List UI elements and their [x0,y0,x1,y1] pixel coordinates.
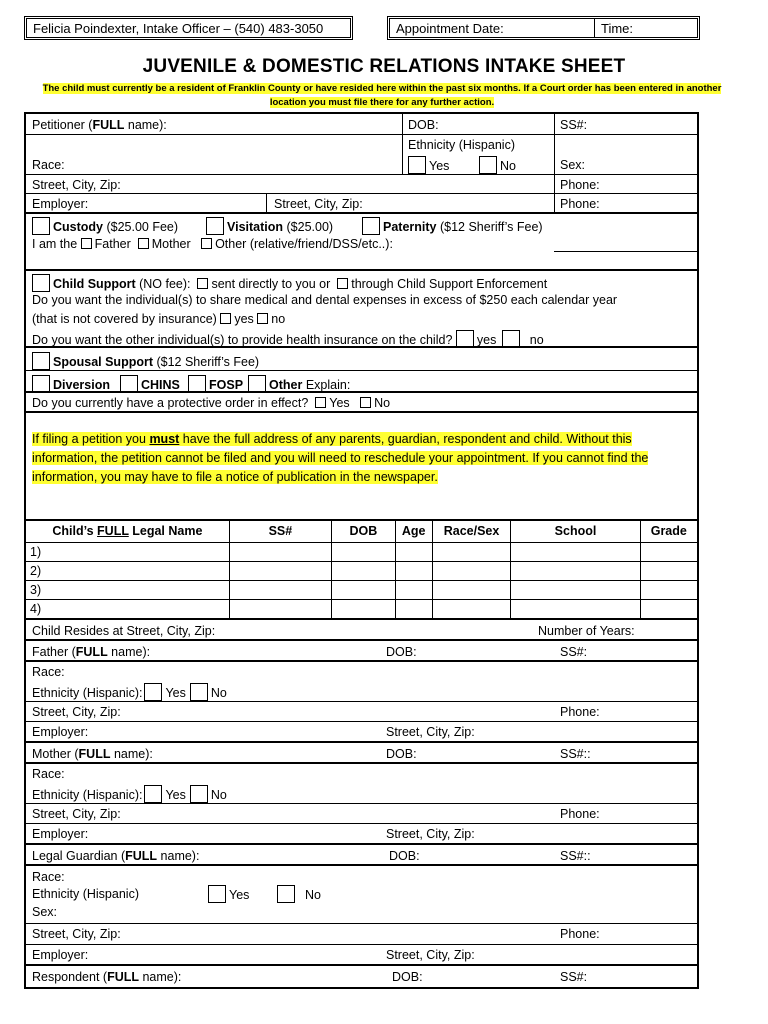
petitioner-name-label: Petitioner (FULL name): [32,118,167,132]
child-row-number: 1) [26,542,229,561]
father-race-label: Race: [32,664,65,679]
father-race-row [26,662,697,702]
child-grade-cell[interactable] [640,542,697,561]
petitioner-hispanic-no-checkbox[interactable] [479,156,497,174]
father-hispanic-yes-checkbox[interactable] [144,683,162,701]
mother-employer-row[interactable] [26,824,697,845]
yes-label: yes [234,312,254,326]
father-checkbox[interactable] [81,238,92,249]
guardian-ethnicity-label: Ethnicity (Hispanic) [32,886,139,901]
guardian-hispanic-no-checkbox[interactable] [277,885,295,903]
custody-section [26,214,697,271]
petitioner-employer-street-label: Street, City, Zip: [274,197,363,211]
child-ss-cell[interactable] [229,542,331,561]
children-table [26,521,697,619]
petitioner-employer-label: Employer: [32,197,89,211]
guardian-employer-row[interactable] [26,945,697,966]
petitioner-street-label: Street, City, Zip: [32,178,121,192]
chins-option: CHINS [120,375,180,393]
i-am-the-label: I am the [32,237,78,251]
child-grade-header: Grade [640,521,697,542]
diversion-row [26,371,697,393]
respondent-name-row[interactable] [26,966,697,987]
child-ss-cell[interactable] [229,561,331,580]
children-table-header [26,521,697,542]
father-hispanic-no-checkbox[interactable] [190,683,208,701]
respondent-dob-label: DOB: [392,969,423,984]
father-ethnicity: Ethnicity (Hispanic): Yes No [32,683,227,701]
petitioner-ss-label: SS#: [560,118,588,132]
table-row[interactable] [26,561,697,580]
custody-checkbox[interactable] [32,217,50,235]
other-relationship-label: Other (relative/friend/DSS/etc..): [215,237,393,251]
protective-order-no-checkbox[interactable] [360,397,371,408]
child-dob-cell[interactable] [332,561,396,580]
mother-name-label: Mother (FULL name): [32,746,153,761]
appointment-date-label: Appointment Date: [396,20,504,36]
spousal-support-checkbox[interactable] [32,352,50,370]
child-grade-cell[interactable] [640,561,697,580]
mother-ss-label: SS#:: [560,746,591,761]
guardian-hispanic-yes-checkbox[interactable] [208,885,226,903]
address-warning-section [26,413,697,521]
appointment-date-field[interactable] [390,19,595,37]
no-label: No [304,887,321,902]
child-ss-header: SS# [229,521,331,542]
petitioner-race-row [26,135,697,175]
child-row-number: 4) [26,599,229,618]
guardian-employer-street-label: Street, City, Zip: [386,947,475,962]
child-school-cell[interactable] [511,580,640,599]
protective-order-row [26,393,697,413]
father-employer-street-label: Street, City, Zip: [386,724,475,739]
child-race-sex-cell[interactable] [432,599,511,618]
child-dob-cell[interactable] [332,599,396,618]
guardian-ss-label: SS#:: [560,848,591,863]
paternity-option: Paternity ($12 Sheriff’s Fee) [362,217,543,235]
father-street-label: Street, City, Zip: [32,704,121,719]
child-age-cell[interactable] [395,580,432,599]
petitioner-employer-phone-label: Phone: [560,197,600,211]
mother-race-label: Race: [32,766,65,781]
mother-race-row [26,764,697,804]
paternity-checkbox[interactable] [362,217,380,235]
no-label: No [374,396,391,410]
intake-officer-text: Felicia Poindexter, Intake Officer – (540) 483-3050 [33,20,324,36]
guardian-sex-label: Sex: [32,904,58,919]
page-title: JUVENILE & DOMESTIC RELATIONS INTAKE SHEET [142,56,626,77]
child-school-header: School [511,521,640,542]
share-expenses-yes-checkbox[interactable] [220,313,231,324]
child-race-sex-header: Race/Sex [432,521,511,542]
fosp-option: FOSP [188,375,243,393]
no-label: No [210,787,227,802]
guardian-employer-label: Employer: [32,947,89,962]
diversion-option: Diversion [32,375,110,393]
petitioner-sex-label: Sex: [560,158,586,172]
child-ss-cell[interactable] [229,599,331,618]
mother-ethnicity: Ethnicity (Hispanic): Yes No [32,785,227,803]
guardian-street-label: Street, City, Zip: [32,926,121,941]
through-cse-checkbox[interactable] [337,278,348,289]
other-option: Other Explain: [248,375,350,393]
child-support-option: Child Support (NO fee): sent directly to you or through Child Support Enforcement [32,274,547,292]
child-school-cell[interactable] [511,542,640,561]
child-race-sex-cell[interactable] [432,561,511,580]
sent-directly-checkbox[interactable] [197,278,208,289]
mother-hispanic-yes-checkbox[interactable] [144,785,162,803]
yes-label: Yes [329,396,350,410]
chins-checkbox[interactable] [120,375,138,393]
mother-dob-label: DOB: [386,746,417,761]
guardian-race-row [26,866,697,924]
health-insurance-question: Do you want the other individual(s) to provide health insurance on the child? yes no [32,330,544,348]
appointment-time-label: Time: [601,20,634,36]
child-dob-header: DOB [332,521,396,542]
diversion-checkbox[interactable] [32,375,50,393]
no-label: No [500,159,516,173]
table-row[interactable] [26,599,697,618]
fosp-checkbox[interactable] [188,375,206,393]
petitioner-race-label: Race: [32,158,65,172]
no-label: No [210,685,227,700]
petitioner-hispanic-yes-checkbox[interactable] [408,156,426,174]
mother-employer-label: Employer: [32,826,89,841]
other-checkbox[interactable] [248,375,266,393]
petitioner-ethnicity-no [479,156,516,174]
guardian-name-label: Legal Guardian (FULL name): [32,848,200,863]
child-support-section [26,271,697,348]
petitioner-dob-label: DOB: [408,118,439,132]
sent-directly-label: sent directly to you or [211,277,331,291]
protective-order-yes-checkbox[interactable] [315,397,326,408]
child-dob-cell[interactable] [332,542,396,561]
health-insurance-no-checkbox[interactable] [502,330,520,348]
child-support-checkbox[interactable] [32,274,50,292]
residency-notice-text: The child must currently be a resident of Franklin County or have resided here within the past six months. If a Court order has been entered in another location you must file there for any further action. [42,83,722,108]
share-expenses-no-checkbox[interactable] [257,313,268,324]
guardian-ethnicity-no [277,885,321,903]
respondent-ss-label: SS#: [560,969,588,984]
visitation-option: Visitation ($25.00) [206,217,333,235]
child-school-cell[interactable] [511,599,640,618]
appointment-box [387,16,700,40]
father-phone-label: Phone: [560,704,600,719]
children-table-section [26,521,697,620]
child-row-number: 3) [26,580,229,599]
mother-street-label: Street, City, Zip: [32,806,121,821]
yes-label: yes [476,333,497,347]
mother-hispanic-no-checkbox[interactable] [190,785,208,803]
child-age-cell[interactable] [395,599,432,618]
custody-option: Custody ($25.00 Fee) [32,217,178,235]
child-age-cell[interactable] [395,542,432,561]
petitioner-ethnicity-options [408,156,449,174]
child-grade-cell[interactable] [640,599,697,618]
intake-officer-box [24,16,353,40]
no-label: no [271,312,286,326]
father-dob-label: DOB: [386,644,417,659]
mother-phone-label: Phone: [560,806,600,821]
yes-label: Yes [165,787,186,802]
father-employer-row[interactable] [26,722,697,743]
guardian-phone-label: Phone: [560,926,600,941]
intake-form [24,112,699,989]
residency-notice [26,82,738,110]
share-expenses-question: Do you want the individual(s) to share medical and dental expenses in excess of $250 each calendar year [32,293,618,307]
other-relationship-line[interactable] [554,251,699,252]
child-race-sex-cell[interactable] [432,542,511,561]
visitation-checkbox[interactable] [206,217,224,235]
mother-street-row[interactable] [26,804,697,824]
child-name-header: Child’s FULL Legal Name [26,521,229,542]
father-ss-label: SS#: [560,644,588,659]
protective-order-question: Do you currently have a protective order in effect? Yes No [32,396,391,410]
through-cse-label: through Child Support Enforcement [351,277,548,291]
father-name-row[interactable] [26,641,697,662]
petitioner-employer-row[interactable] [26,194,697,214]
number-of-years-label: Number of Years: [538,623,635,638]
child-grade-cell[interactable] [640,580,697,599]
child-row-number: 2) [26,561,229,580]
petitioner-street-row[interactable] [26,175,697,194]
spousal-support-option: Spousal Support ($12 Sheriff’s Fee) [32,352,259,370]
guardian-ethnicity-yes [208,885,249,903]
spousal-support-row [26,348,697,371]
guardian-dob-label: DOB: [389,848,420,863]
petitioner-name-row[interactable] [26,114,697,135]
mother-name-row[interactable] [26,743,697,764]
child-school-cell[interactable] [511,561,640,580]
father-option-label: Father [94,237,131,251]
health-insurance-yes-checkbox[interactable] [456,330,474,348]
mother-option-label: Mother [151,237,191,251]
appointment-time-field[interactable] [595,21,633,36]
relationship-options [32,237,393,251]
petitioner-ethnicity-label: Ethnicity (Hispanic) [408,138,515,152]
table-row[interactable] [26,580,697,599]
address-warning-text: If filing a petition you must have the full address of any parents, guardian, respondent and child. Without this information, the petition cannot be filed and you will need to reschedule your appointment. If you cannot find the information, you may have to file a notice of publication in the newspaper. [32,432,649,484]
guardian-street-row[interactable] [26,924,697,945]
child-resides-label: Child Resides at Street, City, Zip: [32,623,216,638]
petitioner-phone-label: Phone: [560,178,600,192]
child-resides-row[interactable] [26,620,697,641]
no-label: no [529,333,544,347]
father-name-label: Father (FULL name): [32,644,151,659]
child-race-sex-cell[interactable] [432,580,511,599]
father-street-row[interactable] [26,702,697,722]
yes-label: Yes [165,685,186,700]
child-dob-cell[interactable] [332,580,396,599]
share-expenses-question-2: (that is not covered by insurance) yes no [32,312,286,326]
yes-label: Yes [429,159,450,173]
child-age-header: Age [395,521,432,542]
child-age-cell[interactable] [395,561,432,580]
mother-employer-street-label: Street, City, Zip: [386,826,475,841]
table-row[interactable] [26,542,697,561]
mother-checkbox[interactable] [138,238,149,249]
respondent-name-label: Respondent (FULL name): [32,969,182,984]
child-ss-cell[interactable] [229,580,331,599]
other-relationship-checkbox[interactable] [201,238,212,249]
guardian-race-label: Race: [32,869,65,884]
father-employer-label: Employer: [32,724,89,739]
guardian-name-row[interactable] [26,845,697,866]
yes-label: Yes [229,887,250,902]
